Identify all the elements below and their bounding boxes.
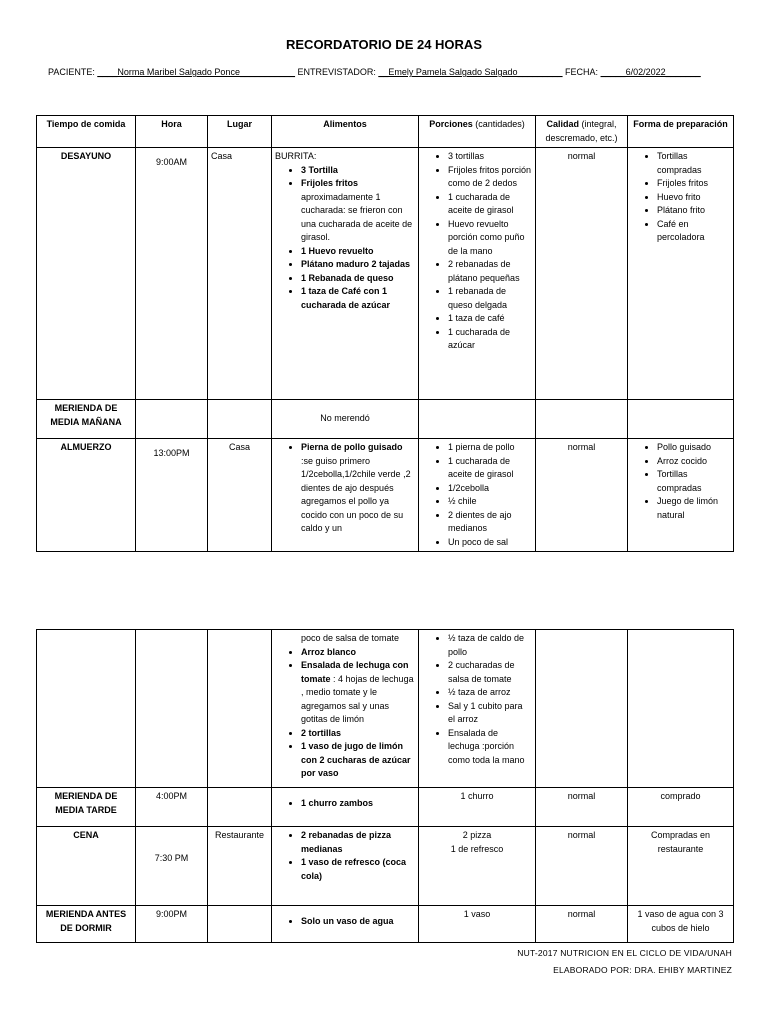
row-cena (37, 827, 734, 906)
list-item: • 1 cucharada de azúcar (448, 326, 532, 353)
meal-place: Restaurante (208, 827, 272, 906)
list-item: • Pierna de pollo guisado :se guiso primero 1/2cebolla,1/2chile verde ,2 dientes de ajo después agregamos el pollo ya cocido con un poco de su caldo y un (301, 441, 415, 536)
list-item: • Frijoles fritos porción como de 2 dedos (448, 164, 532, 191)
preparation-list (631, 150, 730, 245)
meal-name: CENA (37, 827, 136, 906)
list-item: • 1 cucharada de aceite de girasol (448, 455, 532, 482)
meal-time: 4:00PM (136, 788, 208, 827)
table-header-row (37, 116, 734, 148)
list-item: • ½ taza de caldo de pollo (448, 632, 532, 659)
col-meal: Tiempo de comida (37, 116, 136, 148)
row-merienda-noche (37, 906, 734, 943)
col-place: Lugar (208, 116, 272, 148)
portions-list (422, 441, 532, 549)
list-item: • Sal y 1 cubito para el arroz (448, 700, 532, 727)
list-item: • 1 churro zambos (301, 797, 415, 811)
list-item: • 3 tortillas (448, 150, 532, 164)
meal-portions: 1 churro (419, 788, 536, 827)
foods-lead: poco de salsa de tomate (301, 633, 400, 643)
meal-time: 7:30 PM (136, 827, 208, 906)
meal-time: 9:00AM (136, 148, 208, 400)
meal-name: MERIENDA DE MEDIA TARDE (37, 788, 136, 827)
meal-foods (272, 788, 419, 827)
list-item: • Un poco de sal (448, 536, 532, 550)
col-foods: Alimentos (272, 116, 419, 148)
list-item: • ½ taza de arroz (448, 686, 532, 700)
meal-foods (272, 906, 419, 943)
portions-list (422, 150, 532, 353)
col-time: Hora (136, 116, 208, 148)
list-item: • 1 taza de Café con 1 cucharada de azúcar (301, 285, 415, 312)
date-label: FECHA: (565, 67, 599, 77)
list-item: • Plátano frito (657, 204, 730, 218)
list-item: • 1 Rebanada de queso (301, 272, 415, 286)
meal-portions (419, 439, 536, 552)
list-item: • Plátano maduro 2 tajadas (301, 258, 415, 272)
foods-list (275, 646, 415, 781)
list-item: • Frijoles fritos aproximadamente 1 cucharada: se frieron con una cucharada de aceite de girasol. (301, 177, 415, 245)
list-item: • 2 rebanadas de plátano pequeñas (448, 258, 532, 285)
list-item: • Juego de limón natural (657, 495, 730, 522)
meal-time: 13:00PM (136, 439, 208, 552)
meal-name: DESAYUNO (37, 148, 136, 400)
list-item: • Solo un vaso de agua (301, 915, 415, 929)
date-value: _____6/02/2022_______ (600, 67, 701, 77)
col-quality: Calidad (integral, descremado, etc.) (536, 116, 628, 148)
list-item: • 1 vaso de jugo de limón con 2 cucharas de azúcar por vaso (301, 740, 415, 781)
list-item: • 1 Huevo revuelto (301, 245, 415, 259)
meal-foods (272, 630, 419, 788)
list-item: • Frijoles fritos (657, 177, 730, 191)
list-item: • Pollo guisado (657, 441, 730, 455)
meal-preparation (628, 439, 734, 552)
meal-quality: normal (536, 827, 628, 906)
col-preparation: Forma de preparación (628, 116, 734, 148)
list-item: • ½ chile (448, 495, 532, 509)
meal-foods: No merendó (272, 400, 419, 439)
row-almuerzo-continued (37, 630, 734, 788)
list-item: • Ensalada de lechuga :porción como toda la mano (448, 727, 532, 768)
list-item: • 1 cucharada de aceite de girasol (448, 191, 532, 218)
footer-author: ELABORADO POR: DRA. EHIBY MARTINEZ (553, 965, 732, 975)
footer-course: NUT-2017 NUTRICION EN EL CICLO DE VIDA/UNAH (517, 948, 732, 958)
meal-portions: 1 vaso (419, 906, 536, 943)
col-portions: Porciones (cantidades) (419, 116, 536, 148)
portions-list (422, 632, 532, 767)
meal-time: 9:00PM (136, 906, 208, 943)
meal-portions (419, 630, 536, 788)
foods-list (275, 164, 415, 313)
meal-quality: normal (536, 148, 628, 400)
meal-portions (419, 148, 536, 400)
list-item: • 2 cucharadas de salsa de tomate (448, 659, 532, 686)
meal-preparation: comprado (628, 788, 734, 827)
list-item: • Tortillas compradas (657, 150, 730, 177)
row-merienda-manana (37, 400, 734, 439)
list-item: • 2 rebanadas de pizza medianas (301, 829, 415, 856)
list-item: • 1 vaso de refresco (coca cola) (301, 856, 415, 883)
meal-quality: normal (536, 439, 628, 552)
meal-quality: normal (536, 906, 628, 943)
recall-table-part1 (36, 115, 734, 552)
meal-preparation (628, 148, 734, 400)
list-item: • 1 pierna de pollo (448, 441, 532, 455)
meal-foods (272, 148, 419, 400)
patient-value: ____Norma Maribel Salgado Ponce___________ (97, 67, 296, 77)
list-item: • Café en percoladora (657, 218, 730, 245)
interviewer-value: __Emely Pamela Salgado Salgado_________ (378, 67, 563, 77)
foods-list (275, 797, 415, 811)
list-item: • 2 dientes de ajo medianos (448, 509, 532, 536)
meal-place: Casa (208, 439, 272, 552)
preparation-list (631, 441, 730, 522)
list-item: • Huevo revuelto porción como puño de la mano (448, 218, 532, 259)
list-item: • 3 Tortilla (301, 164, 415, 178)
list-item: • Tortillas compradas (657, 468, 730, 495)
row-desayuno (37, 148, 734, 400)
meal-place: Casa (208, 148, 272, 400)
meal-foods (272, 827, 419, 906)
list-item: • 1/2cebolla (448, 482, 532, 496)
foods-list (275, 915, 415, 929)
meal-name: MERIENDA DE MEDIA MAÑANA (37, 400, 136, 439)
meal-portions: 2 pizza 1 de refresco (419, 827, 536, 906)
patient-label: PACIENTE: (48, 67, 95, 77)
row-almuerzo (37, 439, 734, 552)
foods-list (275, 441, 415, 536)
interviewer-label: ENTREVISTADOR: (297, 67, 376, 77)
list-item: • 2 tortillas (301, 727, 415, 741)
meal-name: ALMUERZO (37, 439, 136, 552)
recall-table-part2 (36, 629, 734, 943)
foods-list (275, 829, 415, 883)
list-item: • Ensalada de lechuga con tomate : 4 hojas de lechuga , medio tomate y le agregamos sal y unas gotitas de limón (301, 659, 415, 727)
meal-foods (272, 439, 419, 552)
meal-preparation: 1 vaso de agua con 3 cubos de hielo (628, 906, 734, 943)
document-title: RECORDATORIO DE 24 HORAS (286, 37, 482, 52)
meal-preparation: Compradas en restaurante (628, 827, 734, 906)
list-item: • Arroz blanco (301, 646, 415, 660)
list-item: • 1 taza de café (448, 312, 532, 326)
list-item: • Huevo frito (657, 191, 730, 205)
list-item: • 1 rebanada de queso delgada (448, 285, 532, 312)
meal-quality: normal (536, 788, 628, 827)
patient-header (48, 67, 701, 77)
foods-intro: BURRITA: (275, 151, 317, 161)
meal-name: MERIENDA ANTES DE DORMIR (37, 906, 136, 943)
list-item: • Arroz cocido (657, 455, 730, 469)
row-merienda-tarde (37, 788, 734, 827)
